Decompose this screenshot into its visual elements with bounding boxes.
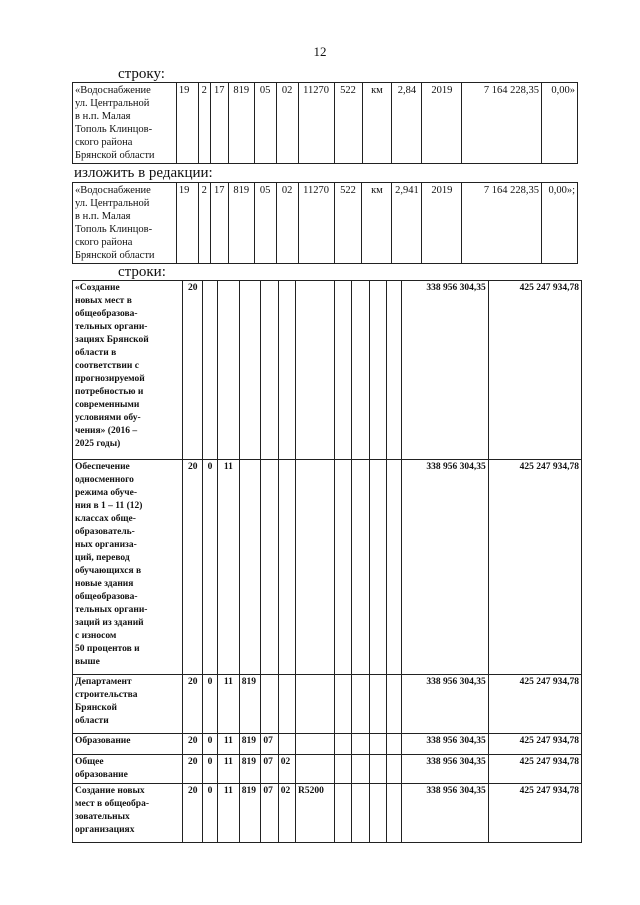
table-cell: 02 <box>278 755 295 784</box>
table-cell: 07 <box>261 755 278 784</box>
table-cell: 0 <box>202 460 217 675</box>
table-cell: 338 956 304,35 <box>402 675 489 734</box>
table-cell: 338 956 304,35 <box>402 755 489 784</box>
table-cell: 425 247 934,78 <box>488 734 581 755</box>
table-cell <box>386 784 401 843</box>
table-cell: 425 247 934,78 <box>488 281 581 460</box>
table-cell: 0 <box>202 675 217 734</box>
table-row <box>73 784 582 843</box>
table-cell <box>202 281 217 460</box>
table-cell <box>296 460 335 675</box>
label-lines: строки: <box>118 264 166 280</box>
table-cell <box>335 784 352 843</box>
table-cell: 11 <box>218 734 240 755</box>
table-cell: 338 956 304,35 <box>402 460 489 675</box>
page-number: 12 <box>313 44 327 59</box>
table-cell: 2019 <box>422 183 462 264</box>
new-row-table <box>72 182 578 264</box>
table-cell: 7 164 228,35 <box>462 183 542 264</box>
table-cell: 0 <box>202 755 217 784</box>
table-cell <box>352 460 369 675</box>
table-cell: 2 <box>198 83 210 164</box>
table-cell: 11 <box>218 460 240 675</box>
row-description: Обеспечение односменного режима обуче- ния в 1 – 11 (12) классах обще- образователь- ных организа- ций, перевод обучающихся в новые здания общеобразова- тельных органи- заций из зданий с износом 50 процентов и выше <box>73 460 183 675</box>
table-cell: 05 <box>254 183 276 264</box>
table-cell: 0,00»; <box>541 183 577 264</box>
table-row <box>73 755 582 784</box>
row-description: Образование <box>73 734 183 755</box>
table-cell <box>296 755 335 784</box>
table-cell: 20 <box>183 755 202 784</box>
table-cell: 819 <box>228 183 254 264</box>
table-cell: 20 <box>183 675 202 734</box>
table-cell <box>386 460 401 675</box>
table-cell: 20 <box>183 281 202 460</box>
table-cell <box>352 755 369 784</box>
table-cell <box>369 734 386 755</box>
row-description: Общее образование <box>73 755 183 784</box>
table-cell: 0 <box>202 734 217 755</box>
table-cell: 425 247 934,78 <box>488 675 581 734</box>
table-cell: 2,941 <box>392 183 422 264</box>
table-row <box>73 675 582 734</box>
table-cell: 02 <box>278 784 295 843</box>
table-cell: 338 956 304,35 <box>402 281 489 460</box>
table-cell <box>218 281 240 460</box>
table-cell: 07 <box>261 784 278 843</box>
row-description: Департамент строительства Брянской области <box>73 675 183 734</box>
table-cell: 02 <box>276 183 298 264</box>
table-cell: 02 <box>276 83 298 164</box>
table-cell <box>261 281 278 460</box>
table-cell: км <box>362 183 392 264</box>
table-cell: 17 <box>210 83 228 164</box>
table-cell <box>278 734 295 755</box>
table-row <box>73 83 578 164</box>
table-cell: 11 <box>218 755 240 784</box>
table-cell <box>261 460 278 675</box>
table-cell <box>239 281 261 460</box>
table-cell: 2019 <box>422 83 462 164</box>
table-cell: 819 <box>228 83 254 164</box>
table-cell: 819 <box>239 784 261 843</box>
table-cell <box>352 784 369 843</box>
table-cell <box>352 281 369 460</box>
table-cell <box>278 281 295 460</box>
table-cell: 425 247 934,78 <box>488 784 581 843</box>
table-cell: 425 247 934,78 <box>488 755 581 784</box>
table-cell: 0,00» <box>541 83 577 164</box>
table-cell <box>369 281 386 460</box>
table-cell <box>369 784 386 843</box>
table-cell <box>352 675 369 734</box>
row-description: «Водоснабжение ул. Центральной в н.п. Малая Тополь Клинцов- ского района Брянской области <box>73 183 177 264</box>
table-cell <box>335 734 352 755</box>
row-description: Создание новых мест в общеобра- зовательных организациях <box>73 784 183 843</box>
table-cell: 819 <box>239 675 261 734</box>
table-row <box>73 734 582 755</box>
table-row <box>73 460 582 675</box>
table-cell <box>239 460 261 675</box>
table-cell: 7 164 228,35 <box>462 83 542 164</box>
label-line: строку: <box>118 66 165 82</box>
table-cell: 425 247 934,78 <box>488 460 581 675</box>
table-cell <box>261 675 278 734</box>
table-cell: 819 <box>239 734 261 755</box>
table-cell: 20 <box>183 734 202 755</box>
table-cell: 522 <box>334 183 362 264</box>
table-cell: 20 <box>183 784 202 843</box>
table-cell: 19 <box>176 183 198 264</box>
table-cell: 2 <box>198 183 210 264</box>
table-cell: 11 <box>218 784 240 843</box>
table-cell <box>296 734 335 755</box>
table-cell <box>296 675 335 734</box>
table-cell: 338 956 304,35 <box>402 734 489 755</box>
table-cell <box>278 675 295 734</box>
table-cell: 20 <box>183 460 202 675</box>
table-cell <box>352 734 369 755</box>
table-cell: 07 <box>261 734 278 755</box>
table-cell <box>369 460 386 675</box>
table-cell <box>369 675 386 734</box>
table-cell <box>386 281 401 460</box>
table-row <box>73 183 578 264</box>
table-row <box>73 281 582 460</box>
table-cell: 2,84 <box>392 83 422 164</box>
row-description: «Создание новых мест в общеобразова- тельных органи- зациях Брянской области в соответствии с прогнозируемой потребностью и современными условиями обу- чения» (2016 – 2025 годы) <box>73 281 183 460</box>
table-cell <box>335 755 352 784</box>
table-cell: 17 <box>210 183 228 264</box>
table-cell: 0 <box>202 784 217 843</box>
table-cell: 338 956 304,35 <box>402 784 489 843</box>
table-cell <box>386 755 401 784</box>
table-cell <box>386 675 401 734</box>
table-cell: R5200 <box>296 784 335 843</box>
row-description: «Водоснабжение ул. Центральной в н.п. Малая Тополь Клинцов- ского района Брянской области <box>73 83 177 164</box>
table-cell: 05 <box>254 83 276 164</box>
table-cell <box>335 460 352 675</box>
table-cell <box>386 734 401 755</box>
old-row-table <box>72 82 578 164</box>
budget-table <box>72 280 582 843</box>
table-cell: 11270 <box>298 83 334 164</box>
table-cell <box>335 675 352 734</box>
table-cell <box>278 460 295 675</box>
table-cell <box>296 281 335 460</box>
table-cell <box>369 755 386 784</box>
table-cell: 11 <box>218 675 240 734</box>
table-cell: 522 <box>334 83 362 164</box>
table-cell <box>335 281 352 460</box>
table-cell: 19 <box>176 83 198 164</box>
table-cell: 11270 <box>298 183 334 264</box>
table-cell: 819 <box>239 755 261 784</box>
label-edit: изложить в редакции: <box>74 165 213 181</box>
table-cell: км <box>362 83 392 164</box>
